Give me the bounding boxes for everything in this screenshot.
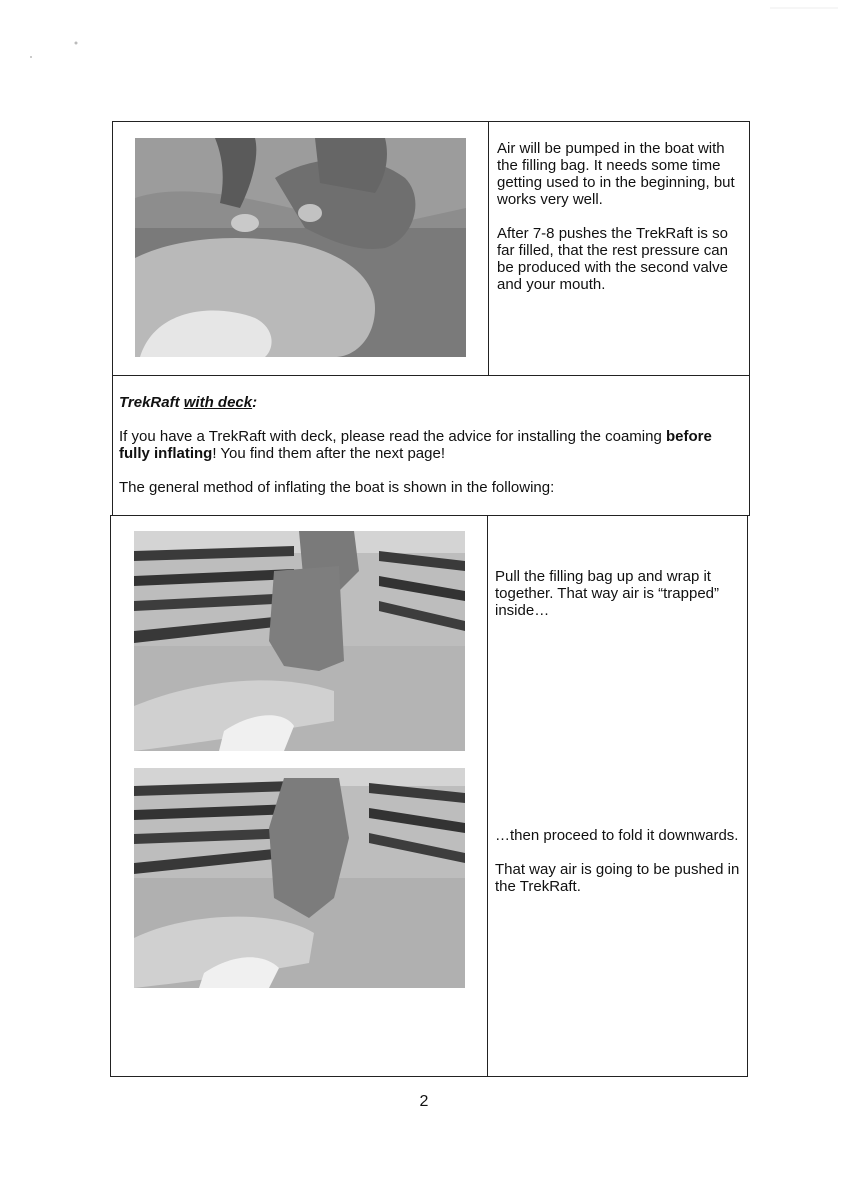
deck-title: TrekRaft with deck:: [119, 394, 258, 411]
step-2-text: [495, 827, 747, 912]
person-folding-bag-icon: [134, 768, 465, 988]
filling-paragraph-2: After 7-8 pushes the TrekRaft is so far filled, that the rest pressure can be produced with the second valve and your mouth.: [497, 225, 728, 293]
deck-title-underlined: with deck: [183, 394, 253, 411]
deck-text: [119, 394, 739, 513]
step-3: That way air is going to be pushed in the TrekRaft.: [495, 861, 740, 895]
filling-instructions: [497, 140, 745, 310]
step-1: Pull the filling bag up and wrap it together. That way air is “trapped” inside…: [495, 568, 720, 619]
step-2: …then proceed to fold it downwards.: [495, 827, 739, 844]
page-number: 2: [419, 1093, 429, 1110]
person-filling-bag-icon: [135, 138, 466, 357]
general-method: The general method of inflating the boat is shown in the following:: [119, 479, 555, 496]
filling-bag-photo: [135, 138, 466, 357]
scan-specks: [0, 0, 848, 80]
deck-advice-bold: before fully inflating: [119, 428, 712, 462]
pull-bag-photo: [134, 531, 465, 751]
person-pulling-bag-up-icon: [134, 531, 465, 751]
filling-paragraph-1: Air will be pumped in the boat with the filling bag. It needs some time getting used to in the beginning, but works very well.: [497, 140, 735, 208]
deck-advice: If you have a TrekRaft with deck, please read the advice for installing the coaming before fully inflating! You find them after the next page!: [119, 428, 712, 462]
top-table-divider: [488, 121, 489, 376]
step-1-text: [495, 568, 740, 636]
bottom-table-divider: [487, 515, 488, 1077]
fold-bag-photo: [134, 768, 465, 988]
